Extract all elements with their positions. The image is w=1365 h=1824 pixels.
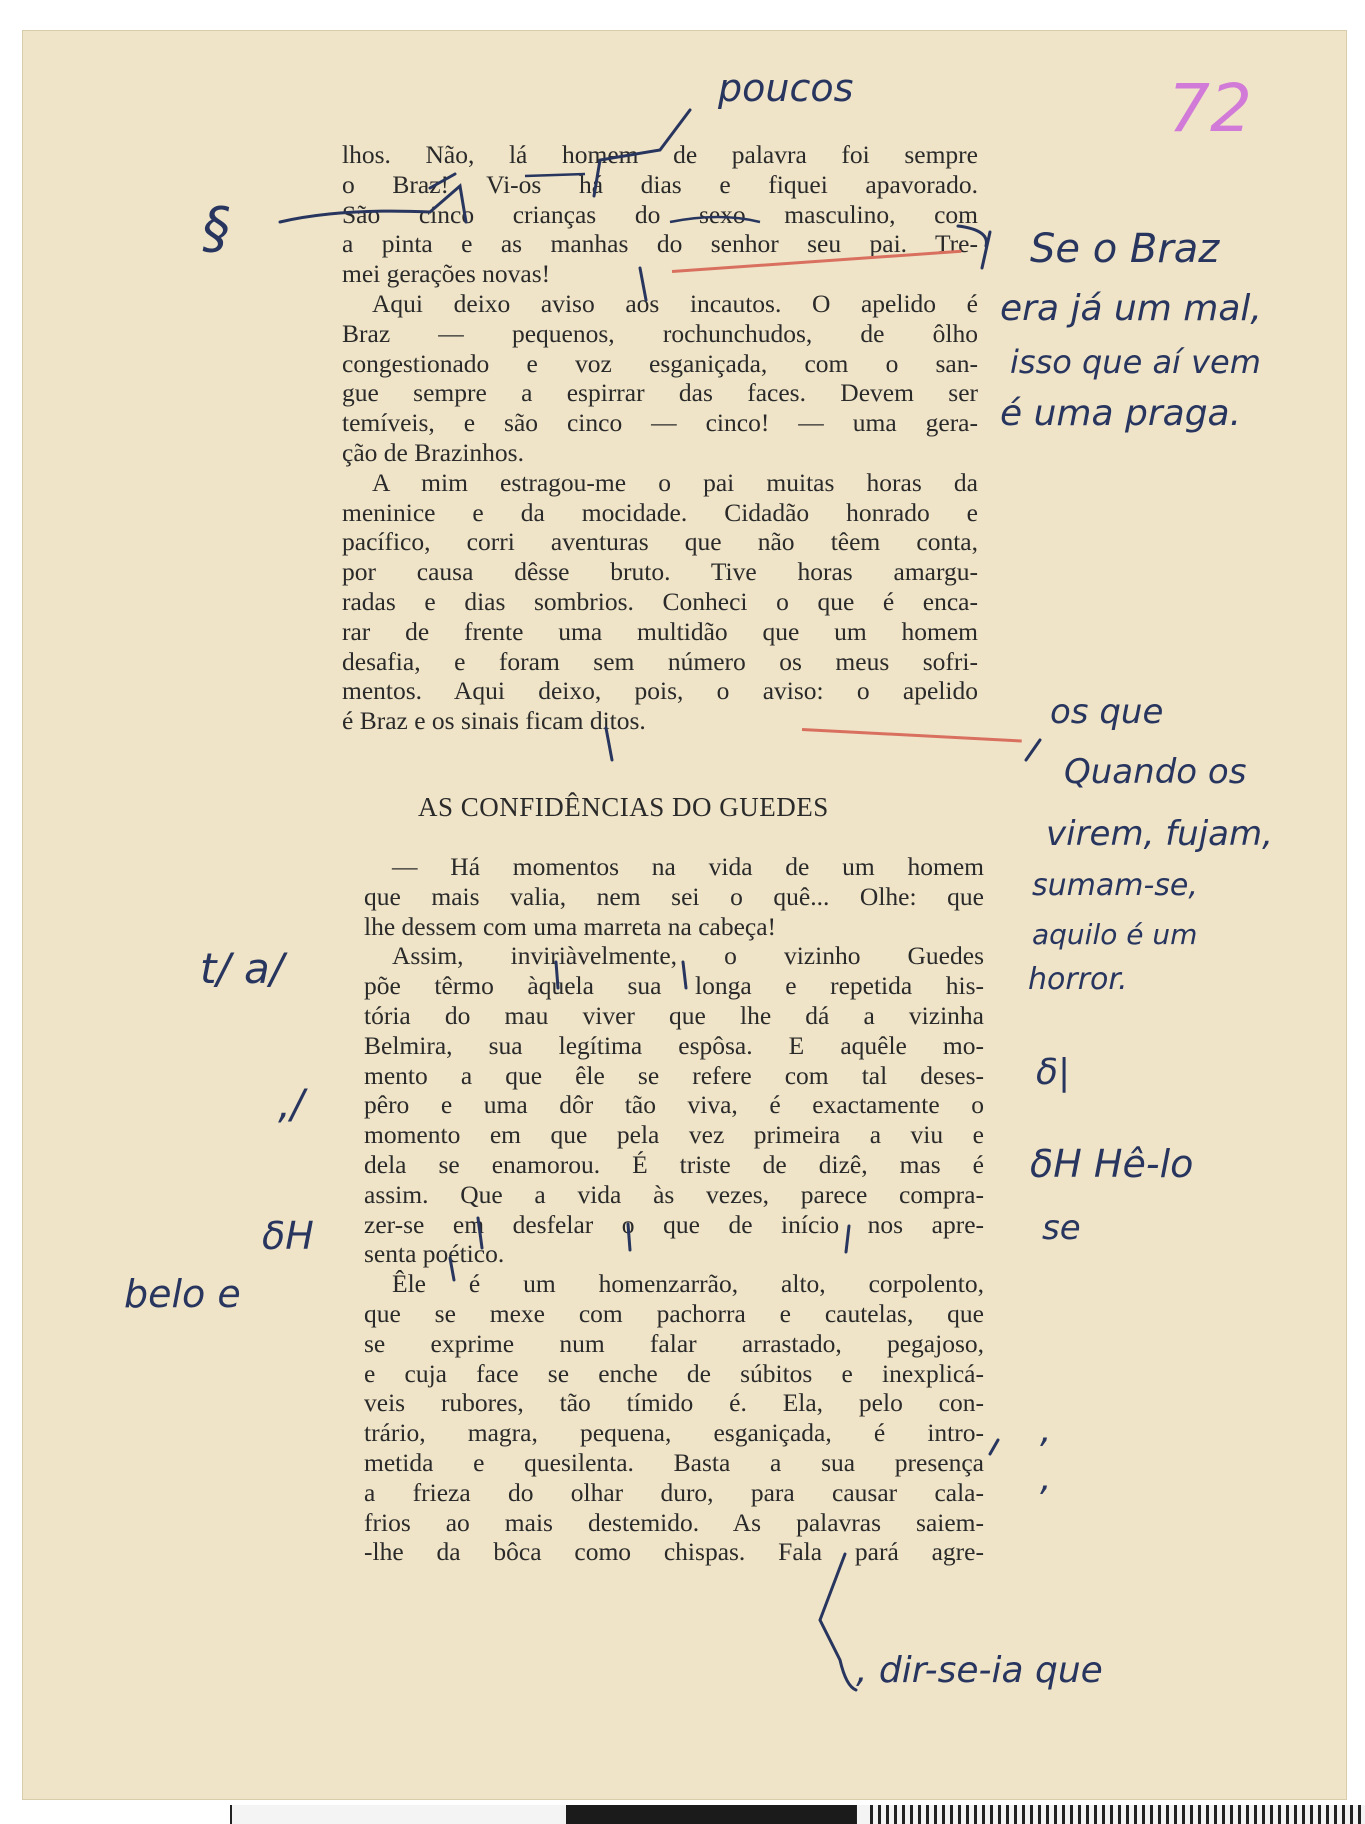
body-text-line: ção de Brazinhos. bbox=[342, 437, 524, 467]
body-text-line: meninice e da mocidade. Cidadão honrado e bbox=[342, 497, 978, 527]
annotation-bottom-note: , dir-se-ia que bbox=[856, 1650, 1103, 1691]
body-text-line: Braz — pequenos, rochunchudos, de ôlho bbox=[342, 318, 978, 348]
annotation-right-note-line: sumam-se, bbox=[1032, 868, 1198, 903]
annotation-paragraph-mark: § bbox=[202, 196, 230, 261]
section-text-line: pêro e uma dôr tão viva, é exactamente o bbox=[364, 1090, 984, 1120]
body-text-line: por causa dêsse bruto. Tive horas amargu- bbox=[342, 557, 978, 587]
body-text-line: o Braz! Vi-os há dias e fiquei apavorado. bbox=[342, 169, 978, 199]
annotation-top-insert: poucos bbox=[718, 66, 854, 110]
body-text-line: rar de frente uma multidão que um homem bbox=[342, 616, 978, 646]
annotation-right-note-line: era já um mal, bbox=[1000, 288, 1262, 329]
scale-ruler-segment bbox=[860, 1805, 870, 1824]
section-text-line: senta poético. bbox=[364, 1239, 505, 1269]
body-text-line: radas e dias sombrios. Conheci o que é enca- bbox=[342, 586, 978, 616]
annotation-delta-mark: δ| bbox=[1036, 1052, 1071, 1093]
annotation-right-note-line: virem, fujam, bbox=[1046, 814, 1273, 854]
section-text-line: que mais valia, nem sei o quê... Olhe: que bbox=[364, 881, 984, 911]
section-text-line: — Há momentos na vida de um homem bbox=[392, 852, 984, 881]
body-text-line: gue sempre a espirrar das faces. Devem ser bbox=[342, 378, 978, 408]
annotation-right-note-line: aquilo é um bbox=[1032, 918, 1198, 951]
annotation-right-note-line: Se o Braz bbox=[1030, 226, 1220, 272]
body-text-line: A mim estragou-me o pai muitas horas da bbox=[372, 467, 978, 497]
section-text-line: Assim, inviriàvelmente, o vizinho Guedes bbox=[392, 941, 984, 971]
body-text-line: desafia, e foram sem número os meus sofri- bbox=[342, 646, 978, 676]
section-text-line: que se mexe com pachorra e cautelas, que bbox=[364, 1298, 984, 1328]
body-text-line: temíveis, e são cinco — cinco! — uma gera- bbox=[342, 408, 978, 438]
section-text-line: -lhe da bôca como chispas. Fala pará agre- bbox=[364, 1537, 984, 1567]
section-text-line: dela se enamorou. É triste de dizê, mas é bbox=[364, 1149, 984, 1179]
section-text-line: tória do mau viver que lhe dá a vizinha bbox=[364, 1000, 984, 1030]
annotation-left-comma: ,/ bbox=[278, 1082, 305, 1128]
section-text-line: momento em que pela vez primeira a viu e bbox=[364, 1120, 984, 1150]
section-text-line: se exprime num falar arrastado, pegajoso, bbox=[364, 1328, 984, 1358]
section-text-line: trário, magra, pequena, esganiçada, é intro- bbox=[364, 1418, 984, 1448]
section-text-line: frios ao mais destemido. As palavras saiem- bbox=[364, 1507, 984, 1537]
section-text-line: metida e quesilenta. Basta a sua presença bbox=[364, 1447, 984, 1477]
body-text-line: pacífico, corri aventuras que não têem conta, bbox=[342, 527, 978, 557]
body-text-line: congestionado e voz esganiçada, com o san- bbox=[342, 348, 978, 378]
body-text-line: mei gerações novas! bbox=[342, 259, 551, 289]
section-text-line: lhe dessem com uma marreta na cabeça! bbox=[364, 911, 777, 941]
body-text-line: é Braz e os sinais ficam ditos. bbox=[342, 706, 646, 736]
page-number: 72 bbox=[1168, 70, 1252, 147]
annotation-se-mark: se bbox=[1042, 1208, 1081, 1248]
body-text-line: São cinco crianças do sexo masculino, com bbox=[342, 199, 978, 229]
annotation-comma-mark: , bbox=[1040, 1458, 1052, 1499]
section-text-line: Êle é um homenzarrão, alto, corpolento, bbox=[392, 1269, 984, 1299]
body-text-line: mentos. Aqui deixo, pois, o aviso: o apelido bbox=[342, 676, 978, 706]
body-text-line: lhos. Não, lá homem de palavra foi sempre bbox=[342, 140, 978, 169]
section-text-line: mento a que êle se refere com tal deses- bbox=[364, 1060, 984, 1090]
annotation-comma-mark: , bbox=[1040, 1410, 1052, 1451]
section-text-line: Belmira, sua legítima espôsa. E aquêle mo- bbox=[364, 1030, 984, 1060]
section-text-line: e cuja face se enche de súbitos e inexplicá- bbox=[364, 1358, 984, 1388]
section-text-line: assim. Que a vida às vezes, parece compra- bbox=[364, 1179, 984, 1209]
annotation-right-note-line: isso que aí vem bbox=[1010, 343, 1261, 381]
annotation-delta-he-lo: δH Hê-lo bbox=[1030, 1142, 1194, 1186]
annotation-right-note-line: é uma praga. bbox=[1000, 393, 1242, 434]
scale-ruler-segment bbox=[232, 1805, 562, 1824]
section-text-line: põe têrmo àquela sua longa e repetida his- bbox=[364, 971, 984, 1001]
annotation-right-note-line: Quando os bbox=[1064, 752, 1247, 792]
section-text-line: zer-se em desfelar o que de início nos apre- bbox=[364, 1209, 984, 1239]
section-text-line: veis rubores, tão tímido é. Ela, pelo con- bbox=[364, 1388, 984, 1418]
scale-ruler-segment bbox=[566, 1805, 856, 1824]
section-text-line: a frieza do olhar duro, para causar cala- bbox=[364, 1477, 984, 1507]
annotation-left-ta: t/ a/ bbox=[200, 944, 284, 993]
annotation-left-belo: belo e bbox=[124, 1272, 241, 1316]
annotation-right-note-line: horror. bbox=[1028, 962, 1128, 997]
body-text-line: Aqui deixo aviso aos incautos. O apelido é bbox=[372, 288, 978, 318]
annotation-left-delta: δH bbox=[262, 1214, 314, 1258]
body-text-line: a pinta e as manhas do senhor seu pai. Tre- bbox=[342, 229, 978, 259]
section-heading: AS CONFIDÊNCIAS DO GUEDES bbox=[418, 792, 829, 822]
annotation-right-note-line: os que bbox=[1050, 692, 1164, 732]
